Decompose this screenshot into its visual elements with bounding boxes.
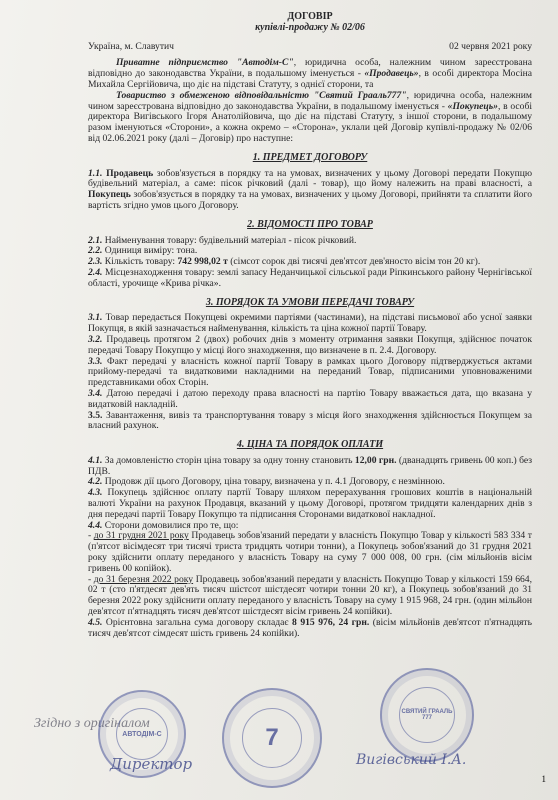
clause-2-2: 2.2. Одиниця виміру: тона. [88,245,198,257]
clause-3-1: 3.1. Товар передається Покупцеві окремими партіями (частинами), на підставі письмової або усної заявки Покупця, в якій зазначається найменування, кількість та ціна кожної партії Товару. [88,312,532,335]
place-date-row [88,42,532,53]
clause-4-2: 4.2. Продовж дії цього Договору, ціна товару, визначена у п. 4.1 Договору, є незмінною. [88,476,445,488]
clause-2-4: 2.4. Місцезнаходження товару: землі запасу Неданчицької сільської ради Ріпкинського району Чернігівської області, урочище «Крива річка». [88,266,532,289]
buyer-stamp [222,688,322,788]
buyer-role: «Покупець» [447,100,498,112]
preamble-buyer: Товариство з обмеженою відповідальністю "Святий Грааль777", юридична особа, належним чином зареєстрована відповідно до законодавства України, в подальшому іменується - «Покупець», в особі директора Вигівського Ігоря Анатолійовича, що діє на підставі Статуту, з іншої сторони, в подальшому разом іменуються «Сторони», а кожна окремо – «Сторона», уклали цей Договір купівлі-продажу № 02/06 від 02.06.2021 року (далі – Договір) про наступне: [88,89,533,144]
seller-name: Приватне підприємство "Автодім-С" [116,57,294,69]
buyer-signature: Вигівський І.А. [356,752,467,768]
clause-4-3: 4.3. Покупець здійснює оплату партії Товару шляхом перерахування грошових коштів в національній валюті України на рахунок Продавця, вказаний у цьому Договорі, протягом тридцяти календарних днів з дня передачі партії Товару Покупцю та підписання Сторонами видаткової накладної. [88,487,532,520]
contract-place: Україна, м. Славутич [88,40,174,52]
section-1-heading: 1. ПРЕДМЕТ ДОГОВОРУ [252,151,368,163]
clause-3-2: 3.2. Продавець протягом 2 (двох) робочих днів з моменту отримання заявки Покупця, здійснює початок передачі Товару Покупцю у місці його знаходження, що визначене в п. 2.4. Договору. [88,333,532,356]
document-subtitle: купівлі-продажу № 02/06 [255,21,365,33]
section-4-heading: 4. ЦІНА ТА ПОРЯДОК ОПЛАТИ [236,439,384,451]
section-2-heading: 2. ВІДОМОСТІ ПРО ТОВАР [247,218,373,230]
clause-4-1: 4.1. За домовленістю сторін ціна товару за одну тонну становить 12,00 грн. (дванадцять гривень 00 коп.) без ПДВ. [88,454,532,477]
seller-role: «Продавець» [364,68,419,80]
buyer-stamp-right [380,668,474,762]
seller-stamp-text: АВТОДІМ-С [116,708,168,760]
document-title: ДОГОВІР [287,11,333,22]
clause-4-4: 4.4. Сторони домовилися про те, що: [88,519,239,531]
clause-4-4-term-2: - до 31 березня 2022 року Продавець зобов'язаний передати у власність Покупцю Товар у кількості 159 664, 02 т (сто п'ятдесят дев'ять тисяч шістсот шістдесят чотири тонни 20 кг), а Покупець зобов'язаний до 31 березня 2022 року здійснити оплату переданого у власність Товару на суму 1 915 968, 24 грн. (один мільйон дев'ятсот п'ятнадцять тисяч дев'ятсот шістдесят вісім гривень 24 копійки). [88,573,532,618]
preamble-seller: Приватне підприємство "Автодім-С", юридична особа, належним чином зареєстрована відповідно до законодавства України, в подальшому іменується - «Продавець», в особі директора Мосіна Михайла Сергійовича, що діє на підставі Статуту, з однієї сторони, та [88,57,532,90]
contract-date: 02 червня 2021 року [449,40,532,52]
clause-1-1: 1.1. Продавець зобов'язується в порядку та на умовах, визначених у цьому Договорі передати Покупцю будівельний матеріал, а саме: пісок річковий (далі - товар), що йому належить на праві власності, а Покупець зобов'язується в порядку та на умовах, визначених у цьому Договорі, прийняти та сплатити його вартість згідно умов цього Договору. [88,167,533,211]
buyer-name: Товариство з обмеженою відповідальністю "Святий Грааль777" [116,89,407,101]
clause-4-4-term-1: - до 31 грудня 2021 року Продавець зобов'язаний передати у власність Покупцю Товар у кількості 583 334 т (п'ятсот вісімдесят три тисячі триста тридцять чотири тонни), а Покупець зобов'язаний до 31 грудня 2021 року здійснити оплату переданого у власність Товару на суму 7 000 008, 00 грн. (сім мільйонів вісім гривень 00 копійок). [88,530,532,574]
clause-2-1: 2.1. Найменування товару: будівельний матеріал - пісок річковий. [88,234,357,246]
clause-3-4: 3.4. Датою передачі і датою переходу права власності на партію Товару вважається дата, що вказана у видатковій накладній. [88,387,532,410]
buyer-stamp-logo: 7 [242,708,302,768]
clause-3-3: 3.3. Факт передачі у власність кожної партії Товару в рамках цього Договору підтверджується актами прийому-передачі та видатковими накладними на переданий Товар, підписаними уповноваженими представниками обох Сторін. [88,355,532,389]
section-3-heading: 3. ПОРЯДОК ТА УМОВИ ПЕРЕДАЧІ ТОВАРУ [205,296,415,308]
clause-2-3: 2.3. Кількість товару: 742 998,02 т (сімсот сорок дві тисячі дев'ятсот дев'яносто вісім тон 20 кг). [88,256,481,268]
clause-4-5: 4.5. Орієнтовна загальна сума договору складає 8 915 976, 24 грн. (вісім мільйонів дев'ятсот п'ятнадцять тисяч дев'ятсот сімдесят шість гривень 24 копійки). [88,616,532,639]
clause-3-5: 3.5. Завантаження, вивіз та транспортування товару з місця його знаходження здійснюється Покупцем за власний рахунок. [88,409,532,432]
page-number: 1 [541,774,546,784]
handwritten-certification: Згідно з оригіналом [34,716,150,731]
seller-signature: Директор [110,755,193,773]
buyer-stamp-right-text: СВЯТИЙ ГРААЛЬ 777 [399,687,455,743]
